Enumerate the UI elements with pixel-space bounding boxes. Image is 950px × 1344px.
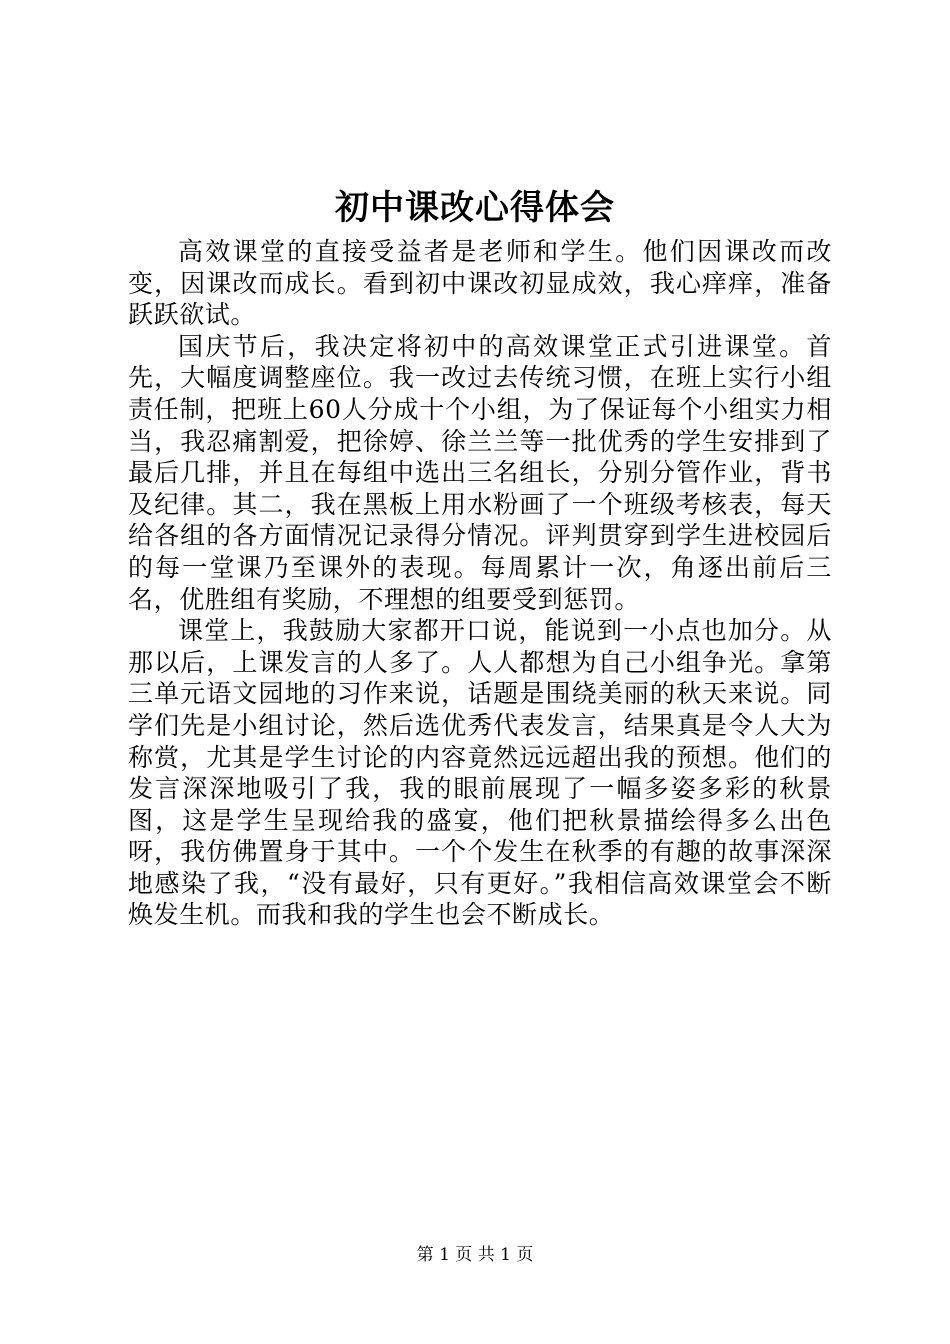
paragraph-1: 高效课堂的直接受益者是老师和学生。他们因课改而改变，因课改而成长。看到初中课改初显成效，我心痒痒，准备跃跃欲试。 <box>128 237 832 330</box>
page-number-footer: 第 1 页 共 1 页 <box>416 1245 534 1265</box>
paragraph-2: 国庆节后，我决定将初中的高效课堂正式引进课堂。首先，大幅度调整座位。我一改过去传统习惯，在班上实行小组责任制，把班上60人分成十个小组，为了保证每个小组实力相当，我忍痛割爱，把徐婷、徐兰兰等一批优秀的学生安排到了最后几排，并且在每组中选出三名组长，分别分管作业，背书及纪律。其二，我在黑板上用水粉画了一个班级考核表，每天给各组的各方面情况记录得分情况。评判贯穿到学生进校园后的每一堂课乃至课外的表现。每周累计一次，角逐出前后三名，优胜组有奖励，不理想的组要受到惩罚。 <box>128 331 832 614</box>
document-body <box>128 236 832 931</box>
paragraph-3: 课堂上，我鼓励大家都开口说，能说到一小点也加分。从那以后，上课发言的人多了。人人都想为自己小组争光。拿第三单元语文园地的习作来说，话题是围绕美丽的秋天来说。同学们先是小组讨论，然后选优秀代表发言，结果真是令人大为称赏，尤其是学生讨论的内容竟然远远超出我的预想。他们的发言深深地吸引了我，我的眼前展现了一幅多姿多彩的秋景图，这是学生呈现给我的盛宴，他们把秋景描绘得多么出色呀，我仿佛置身于其中。一个个发生在秋季的有趣的故事深深地感染了我，“没有最好，只有更好。”我相信高效课堂会不断焕发生机。而我和我的学生也会不断成长。 <box>128 616 832 930</box>
document-title: 初中课改心得体会 <box>335 188 615 228</box>
